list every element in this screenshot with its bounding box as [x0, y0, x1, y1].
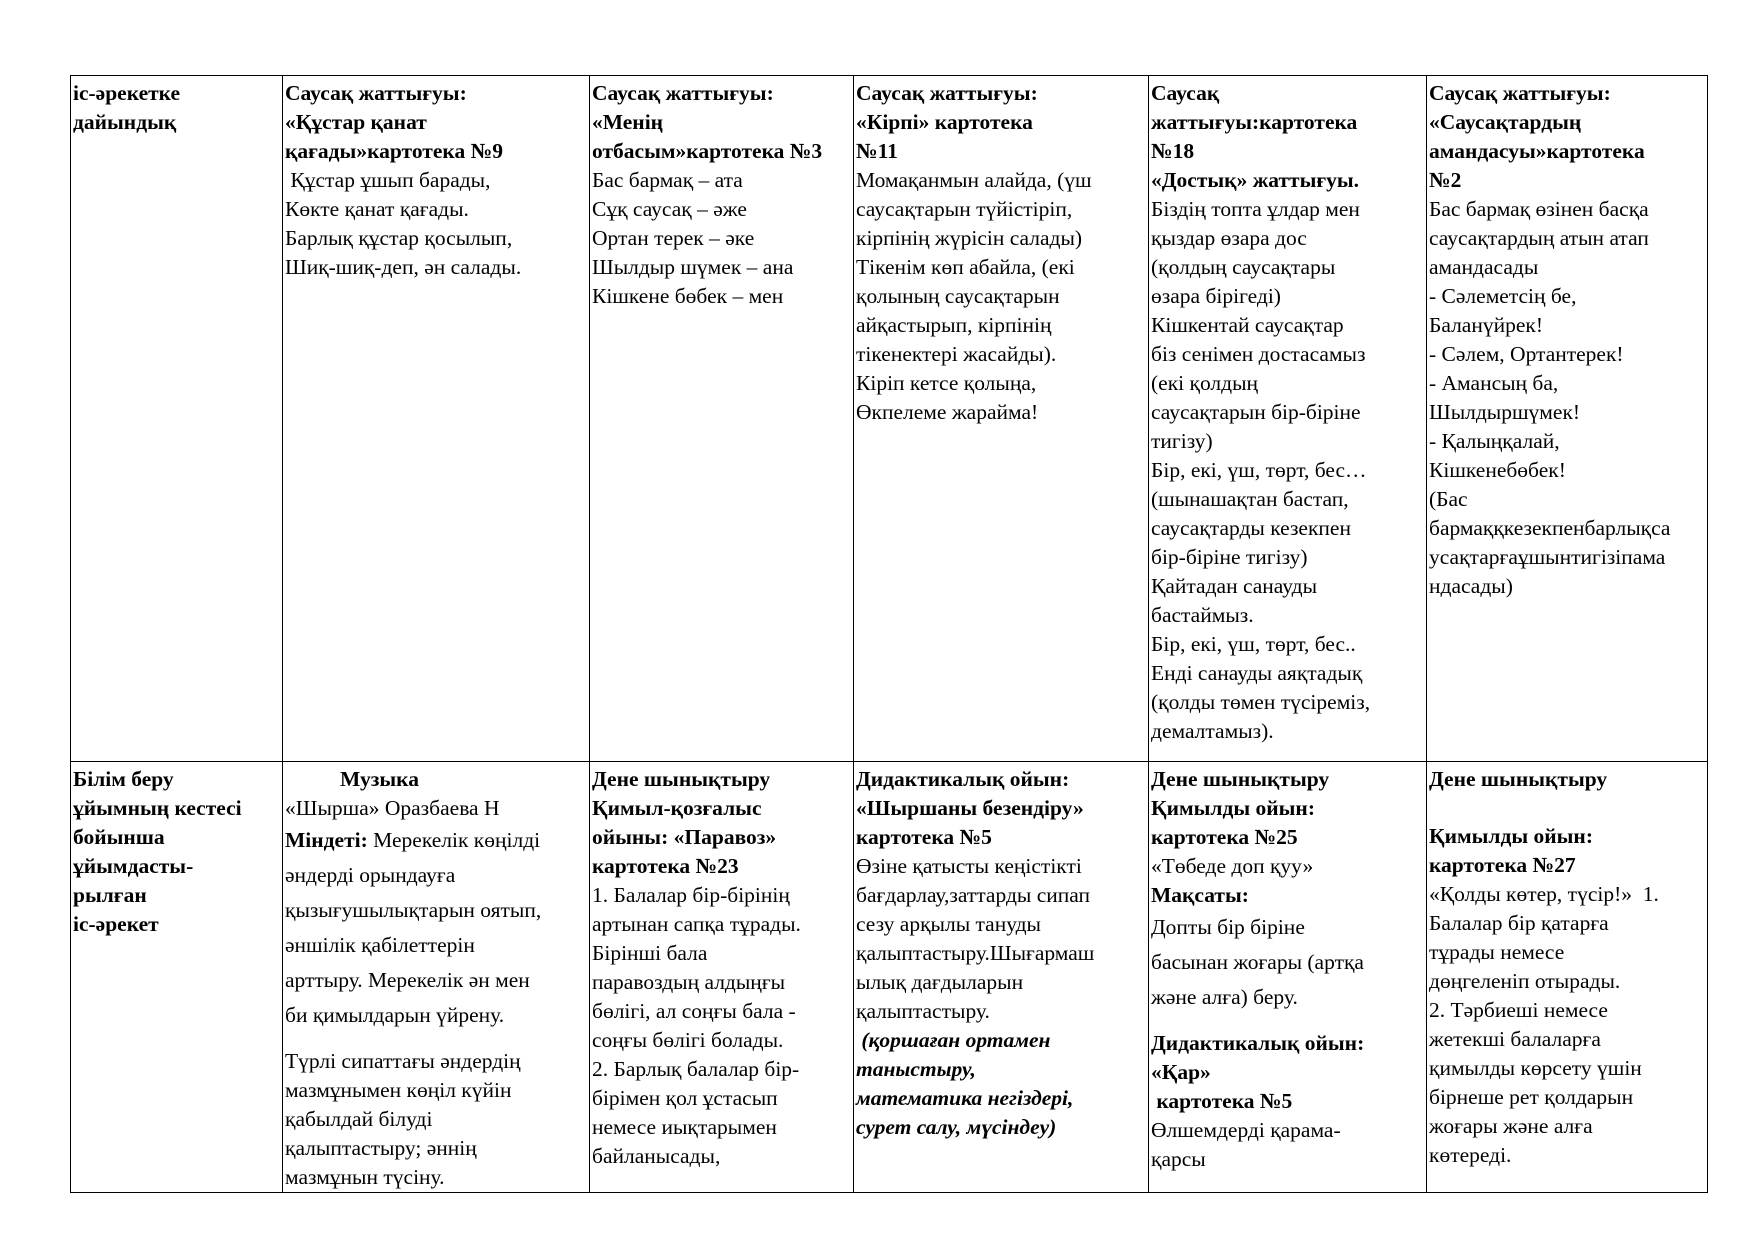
- cell-text: мазмұнын түсіну.: [285, 1165, 445, 1189]
- cell-heading: Дене шынықтыру: [1429, 767, 1608, 791]
- cell-text: Баланүйрек!: [1429, 313, 1544, 337]
- task-label: Міндеті:: [285, 828, 368, 852]
- cell-title: Қимылды ойын:: [1429, 824, 1593, 848]
- cell-text: көтереді.: [1429, 1143, 1512, 1167]
- cell-text: паравоздың алдыңғы: [592, 970, 786, 994]
- cell-text: саусақтарды кезекпен: [1151, 516, 1351, 540]
- cell-title: «Менің: [592, 110, 664, 134]
- cell-text: артынан сапқа тұрады.: [592, 912, 801, 936]
- cell-text: бағдарлау,заттарды сипап: [856, 883, 1091, 907]
- cell-text: - Қалыңқалай,: [1429, 429, 1560, 453]
- cell-text: бірнеше рет қолдарын: [1429, 1085, 1634, 1109]
- cell-text: - Амансың ба,: [1429, 371, 1559, 395]
- cell-text: қабылдай білуді: [285, 1107, 433, 1131]
- cell-didactic-game-tree: [854, 762, 1149, 1193]
- cell-text: кірпінің жүрісін салады): [856, 226, 1083, 250]
- cell-text: қимылды көрсету үшін: [1429, 1056, 1642, 1080]
- cell-text: бармаққкезекпенбарлықса: [1429, 516, 1671, 540]
- cell-title: Дидактикалық ойын:: [1151, 1031, 1365, 1055]
- cell-text: қыздар өзара дос: [1151, 226, 1307, 250]
- cell-physical-education-train: [590, 762, 854, 1193]
- cell-text: қалыптастыру; әннің: [285, 1136, 477, 1160]
- cell-text: қарсы: [1151, 1147, 1206, 1171]
- cell-text: Өлшемдерді қарама-: [1151, 1118, 1341, 1142]
- cell-text: 1. Балалар бір-бірінің: [592, 883, 790, 907]
- cell-text: қолының саусақтарын: [856, 284, 1060, 308]
- cell-text: жетекші балаларға: [1429, 1027, 1601, 1051]
- cell-text: сезу арқылы тануды: [856, 912, 1041, 936]
- cell-physical-education-hands: [1427, 762, 1708, 1193]
- cell-text: бастаймыз.: [1151, 603, 1254, 627]
- cell-text: Кіріп кетсе қолыңа,: [856, 371, 1037, 395]
- cell-text: ылық дағдыларын: [856, 970, 1024, 994]
- cell-title: Саусақ жаттығуы:: [285, 81, 467, 105]
- cell-text: Кішкене бөбек – мен: [592, 284, 784, 308]
- cell-title: «Қар»: [1151, 1060, 1211, 1084]
- cell-text: өзара бірігеді): [1151, 284, 1281, 308]
- cell-text: дөңгеленіп отырады.: [1429, 969, 1621, 993]
- cell-note: сурет салу, мүсіндеу): [856, 1115, 1057, 1139]
- cell-title: №11: [856, 139, 898, 163]
- cell-title: «Құстар қанат: [285, 110, 427, 134]
- cell-title: Саусақ жаттығуы:: [856, 81, 1038, 105]
- cell-title: Саусақ жаттығуы:: [1429, 81, 1611, 105]
- cell-text: Қайтадан санауды: [1151, 574, 1318, 598]
- cell-title: Дене шынықтыру: [1151, 767, 1330, 791]
- cell-text: соңғы бөлігі болады.: [592, 1028, 784, 1052]
- cell-text: Өкпелеме жарайма!: [856, 400, 1039, 424]
- cell-text: біз сенімен достасамыз: [1151, 342, 1366, 366]
- cell-title: «Саусақтардың: [1429, 110, 1582, 134]
- cell-text: (қолдың саусақтары: [1151, 255, 1336, 279]
- cell-text: бір-біріне тигізу): [1151, 545, 1308, 569]
- cell-text: саусақтарын бір-біріне: [1151, 400, 1361, 424]
- cell-title: отбасым»картотека №3: [592, 139, 823, 163]
- cell-text: Момақанмын алайда, (үш: [856, 168, 1092, 192]
- cell-text: Шылдыр шүмек – ана: [592, 255, 794, 279]
- cell-text: «Қолды көтер, түсір!» 1.: [1429, 882, 1659, 906]
- cell-text: Кішкенебөбек!: [1429, 458, 1566, 482]
- cell-text: тікенектері жасайды).: [856, 342, 1057, 366]
- cell-text: Бір, екі, үш, төрт, бес..: [1151, 632, 1356, 656]
- cell-text: айқастырып, кірпінің: [856, 313, 1052, 337]
- row-label-line: дайындық: [73, 110, 177, 134]
- cell-text: 2. Барлық балалар бір-: [592, 1057, 800, 1081]
- cell-text: Кішкентай саусақтар: [1151, 313, 1344, 337]
- cell-text: Тікенім көп абайла, (екі: [856, 255, 1075, 279]
- row-label-preparation: [71, 76, 283, 762]
- cell-text: Сұқ саусақ – әже: [592, 197, 747, 221]
- schedule-table: [70, 75, 1708, 1193]
- cell-heading: Музыка: [340, 767, 419, 791]
- cell-text: Құстар ұшып барады,: [285, 168, 491, 192]
- cell-text: және алға) беру.: [1151, 985, 1298, 1009]
- cell-text: Ортан терек – әке: [592, 226, 755, 250]
- cell-title: қағады»картотека №9: [285, 139, 503, 163]
- cell-text: Мерекелік көңілді: [367, 828, 541, 852]
- cell-text: Бірінші бала: [592, 941, 708, 965]
- goal-label: Мақсаты:: [1151, 883, 1249, 907]
- cell-text: усақтарғаұшынтигізіпама: [1429, 545, 1666, 569]
- cell-title: Қимыл-қозғалыс: [592, 796, 762, 820]
- cell-title: ойыны: «Паравоз»: [592, 825, 777, 849]
- cell-text: тигізу): [1151, 429, 1213, 453]
- cell-text: Шылдыршүмек!: [1429, 400, 1581, 424]
- cell-finger-exercise-9: [283, 76, 590, 762]
- cell-text: бірімен қол ұстасып: [592, 1086, 778, 1110]
- cell-title: «Кірпі» картотека: [856, 110, 1033, 134]
- cell-text: (Бас: [1429, 487, 1468, 511]
- cell-text: (шынашақтан бастап,: [1151, 487, 1349, 511]
- cell-text: немесе иықтарымен: [592, 1115, 777, 1139]
- cell-text: Балалар бір қатарға: [1429, 911, 1609, 935]
- cell-text: «Төбеде доп қуу»: [1151, 854, 1314, 878]
- cell-text: Шиқ-шиқ-деп, ән салады.: [285, 255, 522, 279]
- cell-title: картотека №25: [1151, 825, 1298, 849]
- cell-title: картотека №23: [592, 854, 739, 878]
- cell-title: №18: [1151, 139, 1195, 163]
- cell-text: жоғары және алға: [1429, 1114, 1593, 1138]
- cell-text: Түрлі сипаттағы әндердің: [285, 1049, 521, 1073]
- cell-text: тұрады немесе: [1429, 940, 1565, 964]
- cell-text: - Сәлем, Ортантерек!: [1429, 342, 1624, 366]
- cell-finger-exercise-family: [590, 76, 854, 762]
- cell-text: Допты бір біріне: [1151, 915, 1305, 939]
- cell-text: басынан жоғары (артқа: [1151, 950, 1364, 974]
- cell-title: Саусақ жаттығуы:: [592, 81, 774, 105]
- cell-text: 2. Тәрбиеші немесе: [1429, 998, 1608, 1022]
- cell-finger-exercise-friendship: [1149, 76, 1427, 762]
- cell-text: Енді санауды аяқтадық: [1151, 661, 1363, 685]
- cell-title: картотека №5: [856, 825, 992, 849]
- row-label-line: іс-әрекет: [73, 912, 159, 936]
- cell-text: саусақтарын түйістіріп,: [856, 197, 1073, 221]
- cell-text: әншілік қабілеттерін: [285, 933, 475, 957]
- cell-text: саусақтардың атын атап: [1429, 226, 1649, 250]
- cell-text: Бір, екі, үш, төрт, бес…: [1151, 458, 1367, 482]
- cell-text: ндасады): [1429, 574, 1513, 598]
- cell-note: математика негіздері,: [856, 1086, 1074, 1110]
- cell-text: (қолды төмен түсіреміз,: [1151, 690, 1371, 714]
- cell-text: (екі қолдың: [1151, 371, 1259, 395]
- row-label-line: ұйымдасты-: [73, 854, 194, 878]
- cell-text: амандасады: [1429, 255, 1539, 279]
- cell-title: картотека №5: [1151, 1089, 1293, 1113]
- row-label-line: ұйымның кестесі: [73, 796, 242, 820]
- cell-finger-exercise-greeting: [1427, 76, 1708, 762]
- cell-note: таныстыру,: [856, 1057, 976, 1081]
- cell-text: Көкте қанат қағады.: [285, 197, 469, 221]
- cell-text: әндерді орындауға: [285, 863, 456, 887]
- row-label-organized-activity: [71, 762, 283, 1193]
- cell-title: амандасуы»картотека: [1429, 139, 1645, 163]
- cell-text: қалыптастыру.Шығармаш: [856, 941, 1095, 965]
- cell-text: «Шырша» Оразбаева Н: [285, 796, 500, 820]
- row-label-line: іс-әрекетке: [73, 81, 181, 105]
- cell-text: арттыру. Мерекелік ән мен: [285, 968, 530, 992]
- cell-text: би қимылдарын үйрену.: [285, 1003, 505, 1027]
- cell-text: қызығушылықтарын оятып,: [285, 898, 542, 922]
- cell-note: (қоршаған ортамен: [856, 1028, 1051, 1052]
- table-row: [71, 76, 1708, 762]
- cell-title: жаттығуы:картотека: [1151, 110, 1358, 134]
- row-label-line: рылған: [73, 883, 147, 907]
- cell-text: бөлігі, ал соңғы бала -: [592, 999, 796, 1023]
- cell-text: Бас бармақ – ата: [592, 168, 743, 192]
- cell-text: - Сәлеметсің бе,: [1429, 284, 1577, 308]
- cell-title: «Достық» жаттығуы.: [1151, 168, 1360, 192]
- cell-text: Өзіне қатысты кеңістікті: [856, 854, 1082, 878]
- row-label-line: Білім беру: [73, 767, 174, 791]
- cell-title: картотека №27: [1429, 853, 1576, 877]
- cell-title: Дене шынықтыру: [592, 767, 771, 791]
- cell-title: Саусақ: [1151, 81, 1220, 105]
- cell-text: қалыптастыру.: [856, 999, 990, 1023]
- cell-title: Қимылды ойын:: [1151, 796, 1315, 820]
- cell-finger-exercise-hedgehog: [854, 76, 1149, 762]
- cell-text: Барлық құстар қосылып,: [285, 226, 513, 250]
- cell-title: Дидактикалық ойын:: [856, 767, 1070, 791]
- cell-text: мазмұнымен көңіл күйін: [285, 1078, 512, 1102]
- cell-music: [283, 762, 590, 1193]
- cell-title: «Шыршаны безендіру»: [856, 796, 1084, 820]
- table-row: [71, 762, 1708, 1193]
- row-label-line: бойынша: [73, 825, 165, 849]
- cell-text: демалтамыз).: [1151, 719, 1274, 743]
- cell-title: №2: [1429, 168, 1462, 192]
- cell-text: байланысады,: [592, 1144, 721, 1168]
- cell-text: Бас бармақ өзінен басқа: [1429, 197, 1649, 221]
- cell-text: Біздің топта ұлдар мен: [1151, 197, 1360, 221]
- cell-physical-education-ball: [1149, 762, 1427, 1193]
